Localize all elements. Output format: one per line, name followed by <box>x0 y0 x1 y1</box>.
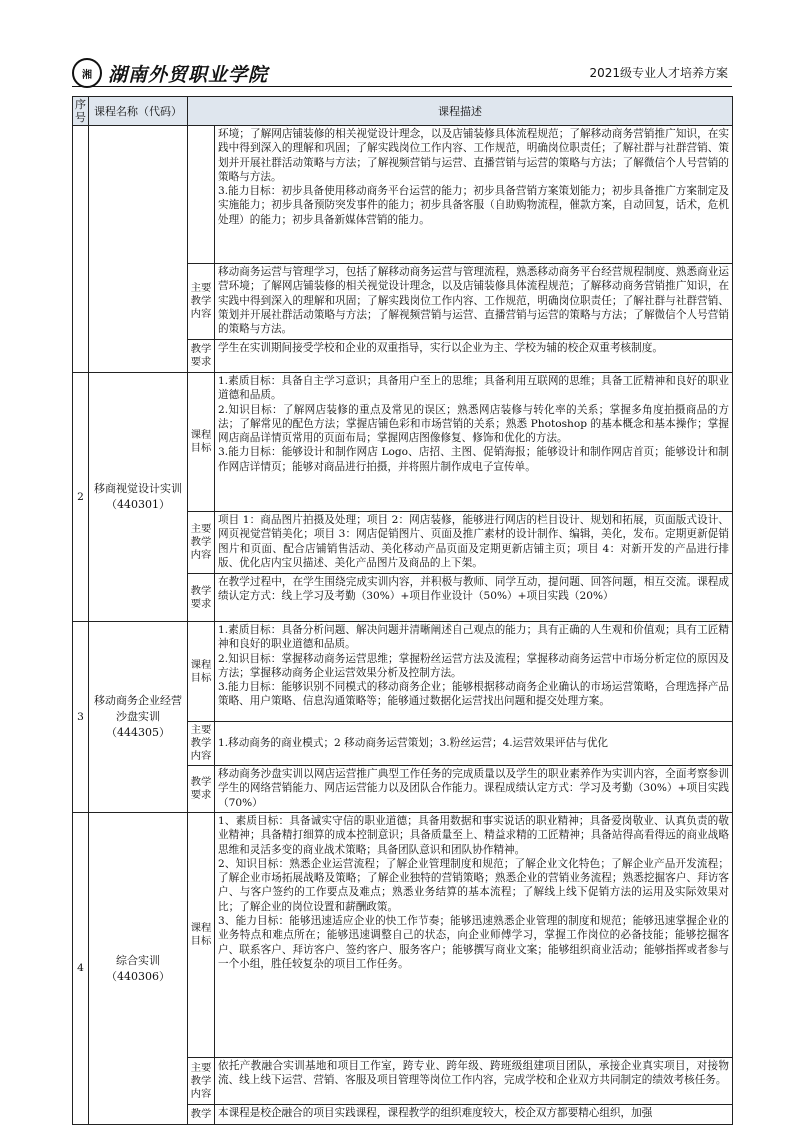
course-table <box>72 96 733 1125</box>
goal-paragraph: 1、素质目标：具备诚实守信的职业道德；具备用数据和事实说话的职业精神；具备爱岗敬业、认真负责的敬业精神；具备精打细算的成本控制意识；具备质量至上、精益求精的工匠精神；具备站得高看得远的商业战略思维和灵活多变的商业战术策略；具备团队意识和团队协作精神。 <box>218 815 729 856</box>
course-no: 2 <box>73 373 89 622</box>
goal-text-cell <box>215 126 733 264</box>
course-name: 综合实训（440306） <box>106 953 170 983</box>
content-label: 主要教学内容 <box>188 1058 215 1105</box>
goal-paragraph: 1.素质目标：具备自主学习意识；具备用户至上的思维；具备利用互联网的思维；具备工匠精神和良好的职业道德和品质。 <box>218 375 729 402</box>
header-divider <box>72 86 732 87</box>
req-label: 教学要求 <box>188 574 215 622</box>
goal-paragraph: 3.能力目标：能够设计和制作网店 Logo、店招、主图、促销海报；能够设计和制作网店首页；能够设计和制作网店详情页；能够对商品进行拍摄，并将照片制作成电子宣传单。 <box>218 446 729 473</box>
content-label: 主要教学内容 <box>188 512 215 574</box>
content-text: 1.移动商务的商业模式；2 移动商务运营策划；3.粉丝运营；4.运营效果评估与优化 <box>215 722 733 766</box>
table-header-row <box>73 97 733 126</box>
req-text: 在教学过程中，在学生围绕完成实训内容，并积极与教师、同学互动，提问题、回答问题，相互交流。课程成绩认定方式：线上学习及考勤（30%）+项目作业设计（50%）+项目实践（20%） <box>215 574 733 622</box>
school-name: 湖南外贸职业学院 <box>108 63 269 86</box>
req-label: 教学要求 <box>188 766 215 813</box>
course-name-cell <box>89 373 188 622</box>
goal-label: 课程目标 <box>188 622 215 722</box>
table-row <box>73 373 733 512</box>
content-label: 主要教学内容 <box>188 722 215 766</box>
row-name-cell <box>89 126 188 373</box>
course-name-cell <box>89 622 188 813</box>
course-no: 3 <box>73 622 89 813</box>
goal-text-cell <box>215 813 733 1058</box>
header-description: 课程描述 <box>188 97 733 126</box>
school-logo <box>72 58 268 88</box>
header-no: 序号 <box>73 97 89 126</box>
goal-paragraph: 2.知识目标：了解网店装修的重点及常见的误区；熟悉网店装修与转化率的关系；掌握多角度拍摄商品的方法；了解常见的配色方法；掌握店铺色彩和市场营销的关系；熟悉 Photoshop 的基本概念和基本操作；掌握网店商品详情页常用的页面布局；掌握网店图像修复、修饰和优化的方法。 <box>218 403 729 445</box>
plan-title: 2021级专业人才培养方案 <box>589 66 728 80</box>
table-row <box>73 622 733 722</box>
course-name-cell <box>89 813 188 1125</box>
content-label: 主要教学内容 <box>188 264 215 340</box>
goal-paragraph: 3、能力目标：能够迅速适应企业的快工作节奏；能够迅速熟悉企业管理的制度和规范；能够迅速掌握企业的业务特点和难点所在；能够迅速调整自己的状态，向企业师傅学习，掌握工作岗位的必备技能；能够挖掘客户、联系客户、拜访客户、签约客户、服务客户；能够撰写商业文案；能够组织商业活动；能够指挥或者参与一个小组，胜任较复杂的项目工作任务。 <box>218 915 729 970</box>
goal-text-cell <box>215 622 733 722</box>
course-no: 4 <box>73 813 89 1125</box>
goal-paragraph: 2.知识目标：掌握移动商务运营思维；掌握粉丝运营方法及流程；掌握移动商务运营中市场分析定位的原因及方法；掌握移动商务企业运营效果分析及控制方法。 <box>218 652 729 679</box>
goal-paragraph: 2、知识目标：熟悉企业运营流程；了解企业管理制度和规范；了解企业文化特色；了解企业产品开发流程；了解企业市场拓展战略及策略；了解企业独特的营销策略；熟悉企业的营销业务流程；熟悉挖掘客户、拜访客户、与客户签约的工作要点及难点；熟悉业务结算的基本流程；了解线上线下促销方法的运用及实际效果对比；了解企业的岗位设置和薪酬政策。 <box>218 857 729 913</box>
table-row <box>73 813 733 1058</box>
content-text: 依托产教融合实训基地和项目工作室，跨专业、跨年级、跨班级组建项目团队，承接企业真实项目，对接物流、线上线下运营、营销、客服及项目管理等岗位工作内容，完成学校和企业双方共同制定的绩效考核任务。 <box>215 1058 733 1105</box>
content-text: 移动商务运营与管理学习，包括了解移动商务运营与管理流程，熟悉移动商务平台经营规程制度、熟悉商业运营环境；了解网店铺装修的相关视觉设计理念，以及店铺装修具体流程规范；了解移动商务营销推广知识，在实践中得到深入的理解和巩固；了解实践岗位工作内容、工作规范，明确岗位职责任；了解社群与社群营销、策划并开展社群活动策略与方法；了解视频营销与运营、直播营销与运营的策略与方法；了解微信个人号营销的策略与方法。 <box>215 264 733 340</box>
row-no-cell <box>73 126 89 373</box>
req-text: 本课程是校企融合的项目实践课程，课程教学的组织难度较大，校企双方都要精心组织，加强 <box>215 1105 733 1125</box>
page-header <box>72 58 732 88</box>
goal-label: 课程目标 <box>188 373 215 512</box>
header-course-name: 课程名称（代码） <box>89 97 188 126</box>
goal-label: 课程目标 <box>188 813 215 1058</box>
goal-paragraph: 环境；了解网店铺装修的相关视觉设计理念，以及店铺装修具体流程规范；了解移动商务营销推广知识，在实践中得到深入的理解和巩固；了解实践岗位工作内容、工作规范，明确岗位职责任；了解社群与社群营销、策划并开展社群活动策略与方法；了解视频营销与运营、直播营销与运营的策略与方法；了解微信个人号营销的策略与方法。 <box>218 128 729 183</box>
req-label: 教学要求 <box>188 340 215 373</box>
req-label: 教学 <box>188 1105 215 1125</box>
table-row <box>73 126 733 264</box>
content-text: 项目 1：商品图片拍摄及处理；项目 2：网店装修，能够进行网店的栏目设计、规划和拓展，页面版式设计、网页视觉营销美化；项目 3：网店促销图片、页面及推广素材的设计制作、编辑，美化，发布。定期更新促销图片和页面、配合店铺销售活动、美化移动产品页面及定期更新店铺主页；项目 4：对新开发的产品进行排版、优化店内宝贝描述、美化产品图片及商品的上下架。 <box>215 512 733 574</box>
goal-paragraph: 1.素质目标：具备分析问题、解决问题并清晰阐述自己观点的能力；具有正确的人生观和价值观；具有工匠精神和良好的职业道德和品质。 <box>218 624 729 651</box>
goal-paragraph: 3.能力目标：能够识别不同模式的移动商务企业；能够根据移动商务企业确认的市场运营策略，合理选择产品策略、用户策略、信息沟通策略等；能够通过数据化运营找出问题和提交处理方案。 <box>218 681 729 708</box>
req-text: 移动商务沙盘实训以网店运营推广典型工作任务的完成质量以及学生的职业素养作为实训内容，全面考察参训学生的网络营销能力、网店运营能力以及团队合作能力。课程成绩认定方式：学习及考勤（30%）+项目实践（70%） <box>215 766 733 813</box>
req-text: 学生在实训期间接受学校和企业的双重指导，实行以企业为主、学校为辅的校企双重考核制度。 <box>215 340 733 373</box>
goal-paragraph: 3.能力目标：初步具备使用移动商务平台运营的能力；初步具备营销方案策划能力；初步具备推广方案制定及实施能力；初步具备预防突发事件的能力；初步具备客服（自助购物流程，催款方案，自动回复，话术，危机处理）的能力；初步具备新媒体营销的能力。 <box>218 185 729 226</box>
course-name: 移商视觉设计实训（440301） <box>94 482 182 511</box>
goal-label-cell <box>188 126 215 264</box>
school-seal-icon: 湘 <box>72 58 102 88</box>
course-name: 移动商务企业经营沙盘实训（444305） <box>94 694 182 739</box>
goal-text-cell <box>215 373 733 512</box>
